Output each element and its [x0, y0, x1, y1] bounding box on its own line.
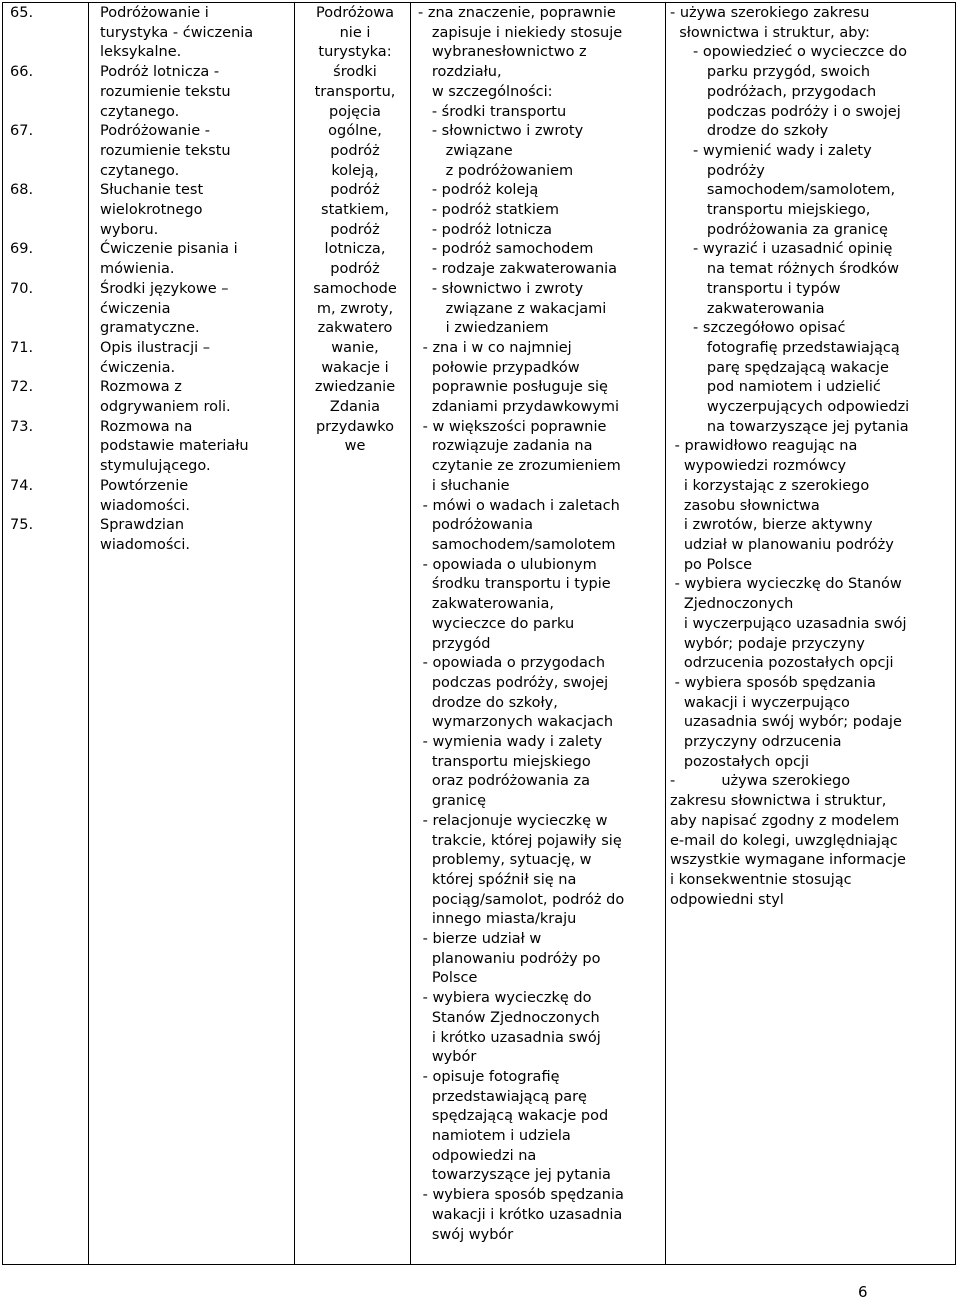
extended-requirement-line: wyczerpujących odpowiedzi	[670, 399, 910, 416]
extended-requirement-line: zakwaterowania	[670, 300, 825, 317]
lesson-topic-line: rozumienie tekstu	[100, 83, 231, 100]
basic-requirement-line: oraz podróżowania za	[418, 773, 590, 790]
lesson-topic-line: Podróż lotnicza -	[100, 64, 220, 81]
basic-requirement-line: Polsce	[418, 970, 478, 987]
content-column	[306, 4, 404, 457]
extended-requirement-line: aby napisać zgodny z modelem	[670, 812, 900, 829]
basic-requirement-line: i krótko uzasadnia swój	[418, 1029, 601, 1046]
lesson-number: 71.	[10, 339, 34, 356]
basic-requirement-line: pociąg/samolot, podróż do	[418, 891, 625, 908]
lesson-topic-line: mówienia.	[100, 261, 175, 278]
basic-requirement-line: - opowiada o ulubionym	[418, 556, 597, 573]
lesson-topic-line: leksykalne.	[100, 44, 182, 61]
basic-requirement-line: - podróż koleją	[418, 182, 539, 199]
lesson-topic-line: Ćwiczenie pisania i	[100, 241, 238, 258]
extended-requirement-line: i korzystając z szerokiego	[670, 477, 870, 494]
extended-requirement-line: transportu miejskiego,	[670, 202, 871, 219]
basic-requirement-line: rozdziału,	[418, 64, 502, 81]
basic-requirement-line: w szczególności:	[418, 83, 553, 100]
extended-requirement-line: wybór; podaje przyczyny	[670, 635, 865, 652]
content-line: podróż	[330, 182, 380, 199]
extended-requirement-line: pozostałych opcji	[670, 753, 810, 770]
lesson-topic-line: Opis ilustracji –	[100, 339, 211, 356]
lesson-number: 75.	[10, 517, 34, 534]
extended-requirement-line: na temat różnych środków	[670, 261, 900, 278]
column-divider	[88, 2, 89, 1265]
extended-requirement-line: zakresu słownictwa i struktur,	[670, 793, 887, 810]
column-divider	[410, 2, 411, 1265]
lesson-topic-line: odgrywaniem roli.	[100, 399, 231, 416]
basic-requirement-line: innego miasta/kraju	[418, 911, 577, 928]
content-line: wakacje i	[321, 359, 389, 376]
extended-requirement-line: - wybiera wycieczkę do Stanów	[670, 576, 902, 593]
lesson-topic-line: wielokrotnego	[100, 202, 203, 219]
lesson-topic-line: Rozmowa z	[100, 379, 182, 396]
basic-requirement-line: - podróż statkiem	[418, 202, 559, 219]
extended-requirement-line: słownictwa i struktur, aby:	[670, 24, 870, 41]
content-line: lotnicza,	[324, 241, 386, 258]
basic-requirement-line: - podróż samochodem	[418, 241, 594, 258]
basic-requirement-line: - słownictwo i zwroty	[418, 280, 584, 297]
basic-requirement-line: - środki transportu	[418, 103, 567, 120]
extended-requirement-line: i wyczerpująco uzasadnia swój	[670, 615, 907, 632]
content-line: zwiedzanie	[314, 379, 396, 396]
lesson-number: 65.	[10, 5, 34, 21]
content-line: podróż	[330, 261, 380, 278]
extended-requirement-line: - prawidłowo reagując na	[670, 438, 858, 455]
basic-requirement-line: Stanów Zjednoczonych	[418, 1009, 600, 1026]
extended-requirement-line: - szczegółowo opisać	[670, 320, 846, 337]
extended-requirement-line: i konsekwentnie stosując	[670, 871, 852, 888]
basic-requirement-line: - bierze udział w	[418, 931, 542, 948]
basic-requirement-line: wakacji i krótko uzasadnia	[418, 1206, 623, 1223]
lesson-topic-line: czytanego.	[100, 162, 180, 179]
basic-requirement-line: trakcie, której pojawiły się	[418, 832, 622, 849]
basic-requirement-line: - podróż lotnicza	[418, 221, 552, 238]
lesson-number: 74.	[10, 477, 34, 494]
basic-requirement-line: zdaniami przydawkowymi	[418, 399, 620, 416]
lesson-topic-line: gramatyczne.	[100, 320, 200, 337]
extended-requirement-line: fotografię przedstawiającą	[670, 339, 900, 356]
basic-requirement-line: namiotem i udziela	[418, 1128, 571, 1145]
extended-requirement-line: przyczyny odrzucenia	[670, 734, 842, 751]
lesson-number: 68.	[10, 182, 34, 199]
extended-requirement-line: podczas podróży i o swojej	[670, 103, 901, 120]
basic-requirement-line: transportu miejskiego	[418, 753, 591, 770]
basic-requirement-line: - zna znaczenie, poprawnie	[418, 5, 616, 21]
basic-requirements-column	[418, 4, 663, 1245]
extended-requirement-line: zasobu słownictwa	[670, 497, 820, 514]
content-line: we	[344, 438, 366, 455]
extended-requirement-line: po Polsce	[670, 556, 753, 573]
content-line: koleją,	[331, 162, 379, 179]
extended-requirement-line: odrzucenia pozostałych opcji	[670, 655, 894, 672]
basic-requirement-line: samochodem/samolotem	[418, 536, 616, 553]
lesson-topic-line: podstawie materiału	[100, 438, 249, 455]
basic-requirement-line: rozwiązuje zadania na	[418, 438, 593, 455]
lesson-number: 69.	[10, 241, 34, 258]
basic-requirement-line: i słuchanie	[418, 477, 510, 494]
lesson-topic-line: turystyka - ćwiczenia	[100, 24, 254, 41]
basic-requirement-line: - wymienia wady i zalety	[418, 734, 603, 751]
lesson-topic-line: czytanego.	[100, 103, 180, 120]
extended-requirement-line: Zjednoczonych	[670, 596, 794, 613]
lesson-topic	[100, 516, 280, 555]
lesson-topic	[100, 63, 280, 122]
content-line: samochode	[313, 280, 397, 297]
basic-requirement-line: towarzyszące jej pytania	[418, 1167, 611, 1184]
content-line: turystyka:	[318, 44, 392, 61]
lesson-topic-line: Słuchanie test	[100, 182, 204, 199]
lesson-topic-line: ćwiczenia	[100, 300, 171, 317]
basic-requirement-line: granicę	[418, 793, 486, 810]
basic-requirement-line: - wybiera wycieczkę do	[418, 990, 592, 1007]
extended-requirement-line: podróżowania za granicę	[670, 221, 888, 238]
extended-requirement-line: pod namiotem i udzielić	[670, 379, 881, 396]
basic-requirement-line: z podróżowaniem	[418, 162, 574, 179]
content-line: pojęcia	[329, 103, 381, 120]
content-line: środki	[333, 64, 377, 81]
extended-requirement-line: parę spędzającą wakacje	[670, 359, 889, 376]
basic-requirement-line: - opisuje fotografię	[418, 1068, 560, 1085]
lesson-topic-line: ćwiczenia.	[100, 359, 176, 376]
lesson-topic	[100, 378, 280, 417]
lesson-topic	[100, 181, 280, 240]
content-line: podróż	[330, 221, 380, 238]
basic-requirement-line: problemy, sytuację, w	[418, 852, 592, 869]
lesson-topic	[100, 240, 280, 279]
content-line: zakwatero	[317, 320, 393, 337]
extended-requirement-line: podróżach, przygodach	[670, 83, 877, 100]
basic-requirement-line: wymarzonych wakacjach	[418, 714, 614, 731]
extended-requirement-line: transportu i typów	[670, 280, 841, 297]
basic-requirement-line: związane	[418, 142, 513, 159]
basic-requirement-line: i zwiedzaniem	[418, 320, 549, 337]
content-line: przydawko	[315, 418, 395, 435]
lesson-topic-line: Rozmowa na	[100, 418, 193, 435]
lesson-number: 73.	[10, 418, 34, 435]
extended-requirement-line: - wyrazić i uzasadnić opinię	[670, 241, 893, 258]
lesson-topic-line: wiadomości.	[100, 536, 191, 553]
content-line: Podróżowa	[315, 5, 395, 21]
basic-requirement-line: drodze do szkoły,	[418, 694, 558, 711]
extended-requirement-line: e-mail do kolegi, uwzględniając	[670, 832, 898, 849]
lesson-topic	[100, 418, 280, 477]
lesson-number: 72.	[10, 379, 34, 396]
extended-requirement-line: parku przygód, swoich	[670, 64, 871, 81]
lesson-topics-column	[100, 4, 280, 556]
column-divider	[665, 2, 666, 1265]
lesson-topic-line: Podróżowanie -	[100, 123, 211, 140]
basic-requirement-line: - opowiada o przygodach	[418, 655, 606, 672]
extended-requirement-line: - wymienić wady i zalety	[670, 142, 872, 159]
basic-requirement-line: zakwaterowania,	[418, 596, 555, 613]
lesson-number: 66.	[10, 64, 34, 81]
basic-requirement-line: poprawnie posługuje się	[418, 379, 608, 396]
extended-requirement-line: na towarzyszące jej pytania	[670, 418, 909, 435]
extended-requirement-line: uzasadnia swój wybór; podaje	[670, 714, 902, 731]
basic-requirement-line: podróżowania	[418, 517, 533, 534]
lesson-topic-line: rozumienie tekstu	[100, 142, 231, 159]
content-line: m, zwroty,	[316, 300, 394, 317]
lesson-topic-line: Powtórzenie	[100, 477, 189, 494]
content-line: nie i	[339, 24, 371, 41]
basic-requirement-line: wycieczce do parku	[418, 615, 575, 632]
extended-requirements-column	[670, 4, 952, 910]
basic-requirement-line: przygód	[418, 635, 491, 652]
basic-requirement-line: wybranesłownictwo z	[418, 44, 587, 61]
basic-requirement-line: której spóźnił się na	[418, 871, 577, 888]
basic-requirement-line: czytanie ze zrozumieniem	[418, 458, 621, 475]
extended-requirement-line: - wybiera sposób spędzania	[670, 674, 876, 691]
content-line: Zdania	[329, 399, 381, 416]
lesson-topic	[100, 477, 280, 516]
content-line: podróż	[330, 142, 380, 159]
basic-requirement-line: przedstawiającą parę	[418, 1088, 587, 1105]
basic-requirement-line: środku transportu i typie	[418, 576, 611, 593]
basic-requirement-line: - wybiera sposób spędzania	[418, 1187, 624, 1204]
basic-requirement-line: - rodzaje zakwaterowania	[418, 261, 618, 278]
lesson-topic	[100, 4, 280, 63]
extended-requirement-line: wakacji i wyczerpująco	[670, 694, 850, 711]
basic-requirement-line: swój wybór	[418, 1226, 514, 1243]
extended-requirement-line: - używa szerokiego	[670, 773, 851, 790]
extended-requirement-line: udział w planowaniu podróży	[670, 536, 894, 553]
lesson-topic	[100, 339, 280, 378]
page-number: 6	[858, 1283, 868, 1301]
content-line: statkiem,	[321, 202, 389, 219]
lesson-topic-line: Sprawdzian	[100, 517, 185, 534]
basic-requirement-line: wybór	[418, 1049, 477, 1066]
basic-requirement-line: odpowiedzi na	[418, 1147, 537, 1164]
lesson-topic	[100, 280, 280, 339]
extended-requirement-line: samochodem/samolotem,	[670, 182, 896, 199]
content-line: transportu,	[314, 83, 396, 100]
lesson-number: 70.	[10, 280, 34, 297]
extended-requirement-line: wszystkie wymagane informacje	[670, 852, 906, 869]
content-line: wanie,	[331, 339, 379, 356]
extended-requirement-line: drodze do szkoły	[670, 123, 829, 140]
extended-requirement-line: i zwrotów, bierze aktywny	[670, 517, 873, 534]
basic-requirement-line: połowie przypadków	[418, 359, 580, 376]
basic-requirement-line: - słownictwo i zwroty	[418, 123, 584, 140]
basic-requirement-line: - relacjonuje wycieczkę w	[418, 812, 608, 829]
basic-requirement-line: - w większości poprawnie	[418, 418, 607, 435]
lesson-number: 67.	[10, 123, 34, 140]
extended-requirement-line: odpowiedni styl	[670, 891, 784, 908]
column-divider	[294, 2, 295, 1265]
extended-requirement-line: podróży	[670, 162, 765, 179]
lesson-topic-line: Środki językowe –	[100, 280, 229, 297]
extended-requirement-line: wypowiedzi rozmówcy	[670, 458, 847, 475]
lesson-numbers-column	[10, 4, 50, 556]
lesson-topic-line: wyboru.	[100, 221, 159, 238]
lesson-topic	[100, 122, 280, 181]
basic-requirement-line: związane z wakacjami	[418, 300, 607, 317]
basic-requirement-line: podczas podróży, swojej	[418, 674, 609, 691]
content-line: ogólne,	[328, 123, 382, 140]
extended-requirement-line: - używa szerokiego zakresu	[670, 5, 870, 21]
basic-requirement-line: - zna i w co najmniej	[418, 339, 572, 356]
extended-requirement-line: - opowiedzieć o wycieczce do	[670, 44, 907, 61]
basic-requirement-line: - mówi o wadach i zaletach	[418, 497, 620, 514]
lesson-topic-line: Podróżowanie i	[100, 5, 209, 21]
lesson-topic-line: wiadomości.	[100, 497, 191, 514]
basic-requirement-line: spędzającą wakacje pod	[418, 1108, 609, 1125]
basic-requirement-line: planowaniu podróży po	[418, 950, 601, 967]
basic-requirement-line: zapisuje i niekiedy stosuje	[418, 24, 623, 41]
lesson-topic-line: stymulującego.	[100, 458, 211, 475]
